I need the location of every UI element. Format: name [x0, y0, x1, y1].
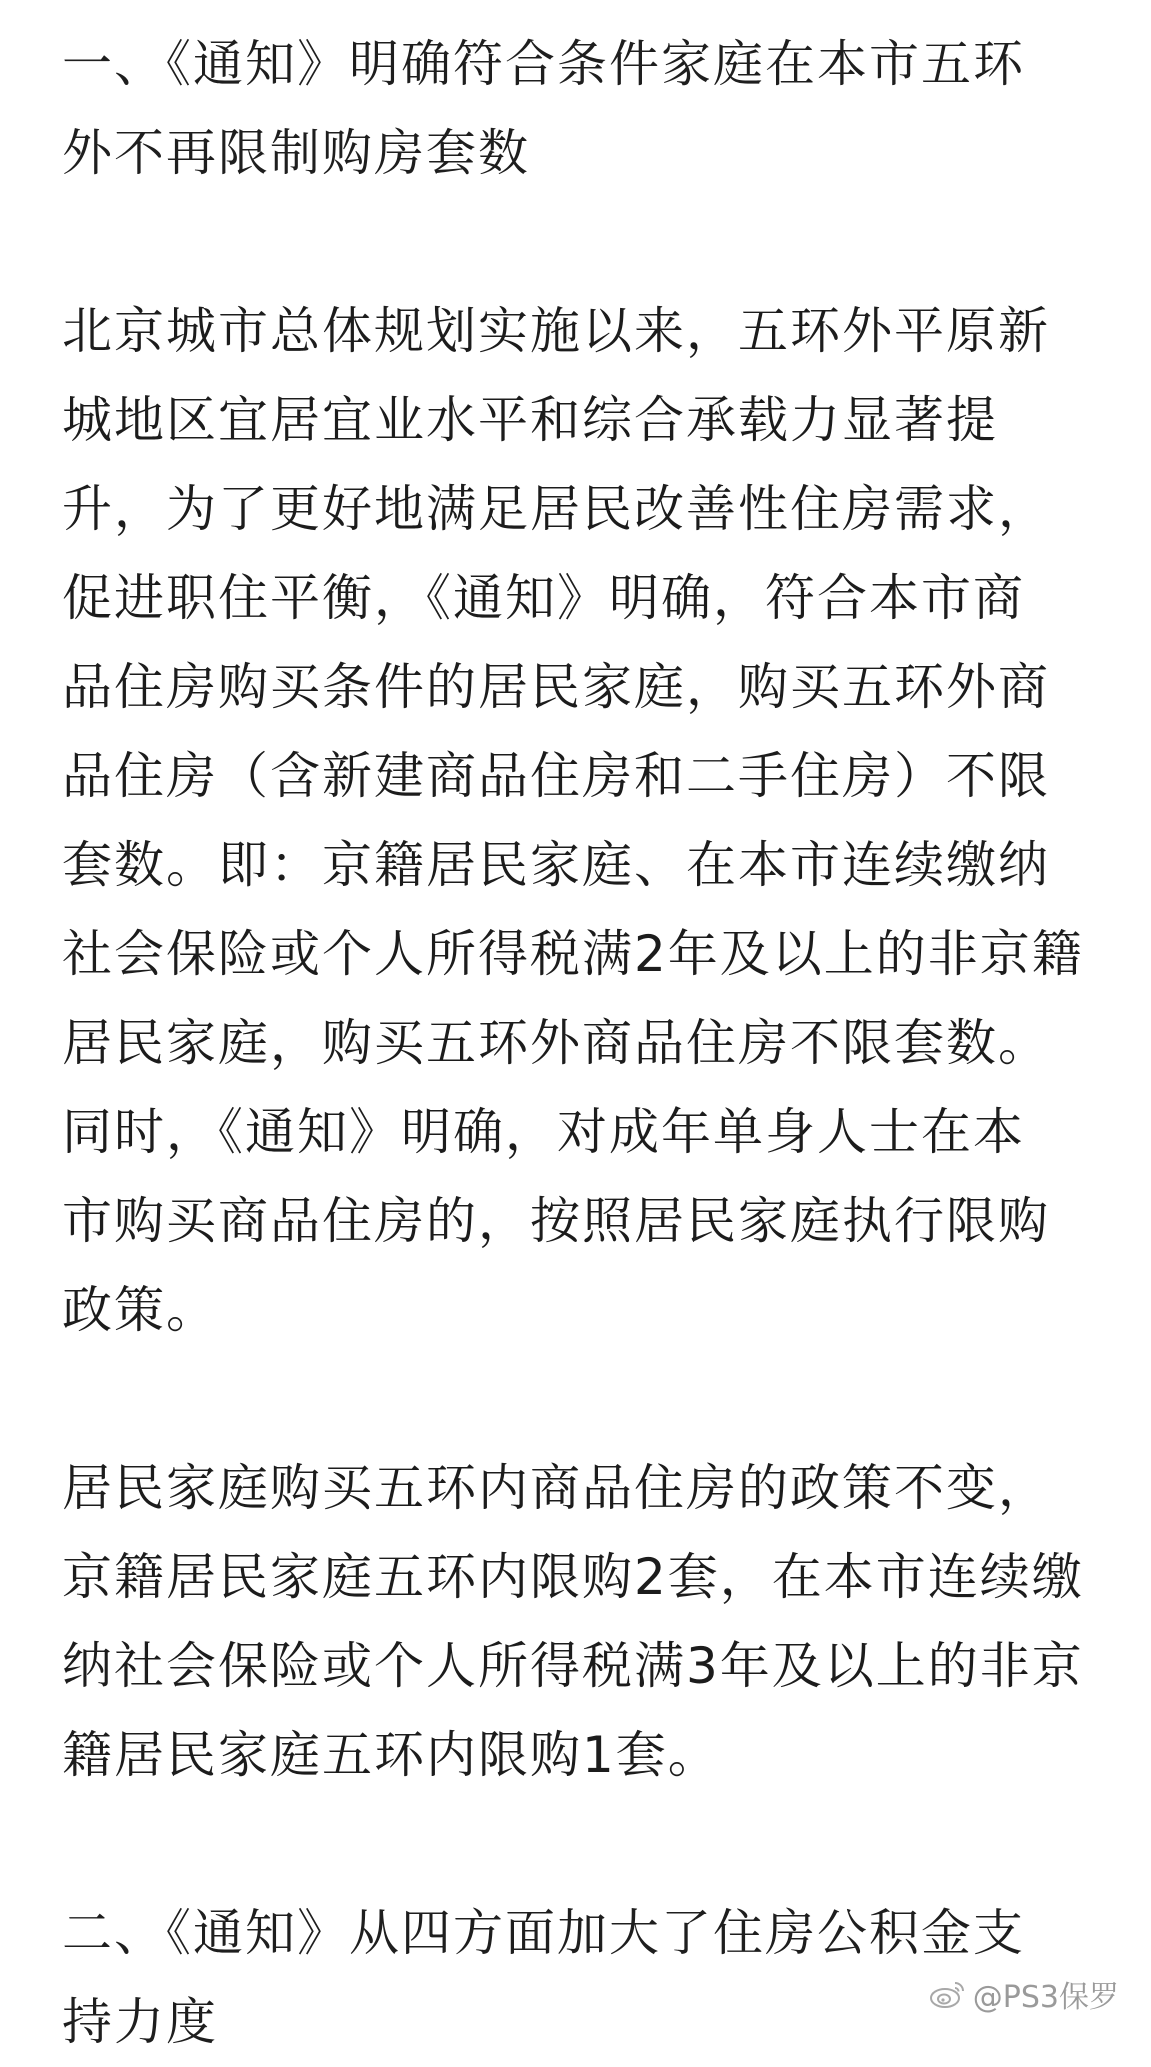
section-2-heading: 二、《通知》从四方面加大了住房公积金支 持力度 — [62, 1889, 1122, 2067]
watermark-text: @PS3保罗 — [973, 1972, 1119, 2016]
weibo-icon — [929, 1979, 967, 2009]
weibo-watermark — [929, 1972, 1119, 2016]
document-body — [62, 20, 1122, 2067]
section-1-paragraph-2: 居民家庭购买五环内商品住房的政策不变， 京籍居民家庭五环内限购2套，在本市连续缴 纳社会保险或个人所得税满3年及以上的非京 籍居民家庭五环内限购1套。 — [62, 1444, 1122, 1800]
section-1-heading: 一、《通知》明确符合条件家庭在本市五环 外不再限制购房套数 — [62, 20, 1122, 198]
section-1-paragraph-1: 北京城市总体规划实施以来，五环外平原新 城地区宜居宜业水平和综合承载力显著提 升，为了更好地满足居民改善性住房需求， 促进职住平衡，《通知》明确，符合本市商 品住房购买条件的居民家庭，购买五环外商 品住房（含新建商品住房和二手住房）不限 套数。即：京籍居民家庭、在本市连续缴纳 社会保险或个人所得税满2年及以上的非京籍 居民家庭，购买五环外商品住房不限套数。 同时，《通知》明确，对成年单身人士在本 市购买商品住房的，按照居民家庭执行限购 政策。 — [62, 287, 1122, 1355]
